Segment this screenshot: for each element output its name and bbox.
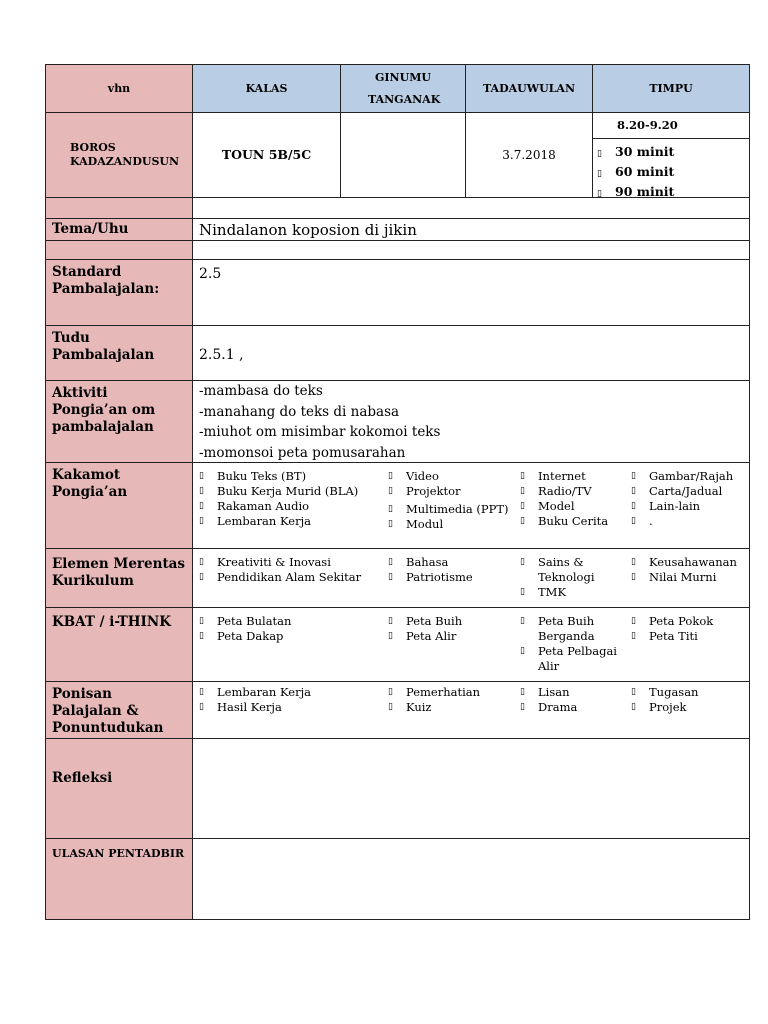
- option-label: .: [649, 514, 653, 528]
- checkbox-icon: ▯: [388, 486, 393, 496]
- checkbox-icon: ▯: [388, 616, 393, 626]
- option-label: Pemerhatian: [406, 685, 481, 699]
- option-label: Kreativiti & Inovasi: [217, 555, 331, 569]
- time-range-value: 8.20-9.20: [617, 118, 678, 132]
- kbat-option[interactable]: [631, 614, 747, 629]
- date-cell: [466, 113, 593, 198]
- checkbox-icon: ▯: [388, 631, 393, 641]
- option-label: Lain-lain: [649, 499, 701, 513]
- subject-cell: [46, 113, 193, 198]
- kbat-option[interactable]: [520, 614, 620, 644]
- duration-label: 30 minit: [615, 144, 675, 159]
- checkbox-icon: ▯: [631, 486, 636, 496]
- checkbox-icon: ▯: [631, 616, 636, 626]
- kbat-option[interactable]: [199, 614, 379, 629]
- aktiviti-line: -miuhot om misimbar kokomoi teks: [199, 424, 441, 440]
- aktiviti-label: [46, 381, 193, 463]
- option-label: Peta Titi: [649, 629, 698, 643]
- checkbox-icon: ▯: [199, 687, 204, 697]
- aktiviti-line: -momonsoi peta pomusarahan: [199, 444, 406, 461]
- checkbox-icon: ▯: [388, 519, 393, 529]
- kalas-cell: [193, 113, 341, 198]
- checkbox-icon: ▯: [597, 169, 602, 179]
- kbat-option[interactable]: [388, 614, 518, 629]
- checkbox-icon: ▯: [520, 687, 525, 697]
- option-label: Lembaran Kerja: [217, 514, 311, 528]
- kakamot-option[interactable]: [199, 514, 379, 529]
- kbat-option[interactable]: [631, 629, 747, 644]
- kbat-option[interactable]: [199, 629, 379, 644]
- aktiviti-value-cell: [193, 381, 749, 463]
- kakamot-option[interactable]: [388, 469, 518, 484]
- ponisan-col-4: [631, 685, 747, 715]
- ponisan-option[interactable]: [199, 685, 379, 700]
- kakamot-options-cell: [193, 463, 749, 549]
- kakamot-option[interactable]: [520, 469, 630, 484]
- checkbox-icon: ▯: [199, 616, 204, 626]
- ulasan-label-text: ULASAN PENTADBIR: [52, 847, 185, 860]
- refleksi-value-cell[interactable]: [193, 739, 749, 839]
- checkbox-icon: ▯: [520, 616, 525, 626]
- ponisan-col-2: [388, 685, 518, 715]
- time-range-cell: [593, 113, 749, 139]
- tema-label-text: Tema/Uhu: [52, 221, 129, 237]
- checkbox-icon: ▯: [631, 572, 636, 582]
- elemen-option[interactable]: [520, 555, 620, 585]
- checkbox-icon: ▯: [199, 572, 204, 582]
- option-label: Peta Alir: [406, 629, 457, 643]
- option-label: Model: [538, 499, 575, 513]
- option-label: Bahasa: [406, 555, 449, 569]
- kakamot-option[interactable]: [199, 469, 379, 484]
- checkbox-icon: ▯: [388, 687, 393, 697]
- ponisan-col-1: [199, 685, 379, 715]
- option-label: Drama: [538, 700, 578, 714]
- option-label: Rakaman Audio: [217, 499, 310, 513]
- spacer-left-2: [46, 241, 193, 260]
- ponisan-option[interactable]: [631, 700, 747, 715]
- ponisan-option[interactable]: [631, 685, 747, 700]
- checkbox-icon: ▯: [597, 149, 602, 159]
- checkbox-icon: ▯: [199, 486, 204, 496]
- header-tadauwulan-text: TADAUWULAN: [482, 81, 576, 95]
- checkbox-icon: ▯: [520, 557, 525, 567]
- header-timpu: [593, 65, 749, 113]
- checkbox-icon: ▯: [631, 471, 636, 481]
- option-label: Video: [406, 469, 439, 483]
- kakamot-col-2: [388, 469, 518, 532]
- kakamot-option[interactable]: [631, 469, 747, 484]
- ginumu-cell: [341, 113, 466, 198]
- header-vhn: [46, 65, 193, 113]
- header-ginumu: [341, 65, 466, 113]
- elemen-option[interactable]: [388, 555, 518, 570]
- tudu-label: [46, 326, 193, 381]
- option-label: Carta/Jadual: [649, 484, 723, 498]
- ponisan-label-text: Ponisan Palajalan & Ponuntudukan: [52, 686, 164, 736]
- tema-label: [46, 219, 193, 241]
- option-label: Peta Buih: [406, 614, 463, 628]
- spacer-right-1: [193, 198, 749, 219]
- elemen-option[interactable]: [520, 585, 620, 600]
- option-label: Buku Kerja Murid (BLA): [217, 484, 359, 498]
- checkbox-icon: ▯: [631, 631, 636, 641]
- elemen-option[interactable]: [388, 570, 518, 585]
- ulasan-label: [46, 839, 193, 919]
- duration-60[interactable]: [597, 163, 749, 183]
- elemen-col-3: [520, 555, 620, 600]
- option-label: Internet: [538, 469, 586, 483]
- checkbox-icon: ▯: [199, 557, 204, 567]
- option-label: Gambar/Rajah: [649, 469, 734, 483]
- checkbox-icon: ▯: [520, 486, 525, 496]
- kakamot-option[interactable]: [388, 502, 518, 517]
- checkbox-icon: ▯: [520, 501, 525, 511]
- elemen-col-1: [199, 555, 384, 585]
- kakamot-option[interactable]: [520, 499, 630, 514]
- kakamot-option[interactable]: [631, 484, 747, 499]
- option-label: Nilai Murni: [649, 570, 717, 584]
- kbat-label-text: KBAT / i-THINK: [52, 614, 171, 630]
- kalas-value: TOUN 5B/5C: [221, 147, 312, 162]
- kakamot-option[interactable]: [520, 484, 630, 499]
- duration-cell: [593, 139, 749, 198]
- checkbox-icon: ▯: [631, 702, 636, 712]
- aktiviti-line: -mambasa do teks: [199, 383, 323, 399]
- tema-value-cell: [193, 219, 749, 241]
- aktiviti-label-text: Aktiviti Pongia’an om pambalajalan: [52, 385, 156, 435]
- option-label: Lisan: [538, 685, 570, 699]
- elemen-col-4: [631, 555, 747, 585]
- option-label: Kuiz: [406, 700, 432, 714]
- date-value: 3.7.2018: [502, 148, 556, 162]
- tudu-value-cell: [193, 326, 749, 381]
- kakamot-option[interactable]: [199, 484, 379, 499]
- elemen-label: [46, 549, 193, 608]
- elemen-option[interactable]: [631, 555, 747, 570]
- option-label: Sains & Teknologi: [538, 555, 595, 584]
- checkbox-icon: ▯: [520, 587, 525, 597]
- checkbox-icon: ▯: [199, 471, 204, 481]
- kakamot-col-4: [631, 469, 747, 529]
- kakamot-label-text: Kakamot Pongia’an: [52, 467, 128, 500]
- kakamot-label: [46, 463, 193, 549]
- elemen-option[interactable]: [199, 555, 384, 570]
- lesson-plan-table: [45, 64, 750, 920]
- option-label: Peta Buih Berganda: [538, 614, 595, 643]
- checkbox-icon: ▯: [388, 471, 393, 481]
- kakamot-option[interactable]: [199, 499, 379, 514]
- kbat-col-4: [631, 614, 747, 644]
- checkbox-icon: ▯: [199, 501, 204, 511]
- refleksi-label: [46, 739, 193, 839]
- ponisan-option[interactable]: [199, 700, 379, 715]
- checkbox-icon: ▯: [520, 471, 525, 481]
- kakamot-col-1: [199, 469, 379, 529]
- elemen-option[interactable]: [199, 570, 384, 585]
- ponisan-option[interactable]: [520, 700, 620, 715]
- checkbox-icon: ▯: [199, 702, 204, 712]
- checkbox-icon: ▯: [520, 702, 525, 712]
- kakamot-option[interactable]: [520, 514, 630, 529]
- duration-label: 90 minit: [615, 184, 675, 199]
- option-label: Multimedia (PPT): [406, 502, 509, 516]
- duration-30[interactable]: [597, 143, 749, 163]
- option-label: Projek: [649, 700, 687, 714]
- option-label: Hasil Kerja: [217, 700, 282, 714]
- option-label: Peta Bulatan: [217, 614, 292, 628]
- ulasan-value-cell[interactable]: [193, 839, 749, 919]
- standard-value-cell: [193, 260, 749, 326]
- checkbox-icon: ▯: [597, 189, 602, 199]
- elemen-options-cell: [193, 549, 749, 608]
- header-tadauwulan: [466, 65, 593, 113]
- subject-text: BOROS KADAZANDUSUN: [70, 141, 180, 168]
- kakamot-option[interactable]: [388, 484, 518, 499]
- checkbox-icon: ▯: [631, 687, 636, 697]
- option-label: Peta Pokok: [649, 614, 714, 628]
- spacer-right-2: [193, 241, 749, 260]
- tema-value: Nindalanon koposion di jikin: [199, 221, 417, 239]
- checkbox-icon: ▯: [388, 504, 393, 514]
- standard-label-text: Standard Pambalajalan:: [52, 264, 160, 297]
- ponisan-options-cell: [193, 682, 749, 739]
- checkbox-icon: ▯: [199, 631, 204, 641]
- elemen-option[interactable]: [631, 570, 747, 585]
- option-label: Buku Teks (BT): [217, 469, 307, 483]
- header-vhn-text: vhn: [107, 81, 131, 95]
- kbat-col-3: [520, 614, 620, 674]
- kbat-option[interactable]: [388, 629, 518, 644]
- checkbox-icon: ▯: [631, 501, 636, 511]
- kakamot-option[interactable]: [631, 499, 747, 514]
- spacer-left-1: [46, 198, 193, 219]
- tudu-value: 2.5.1 ,: [199, 347, 244, 363]
- option-label: TMK: [538, 585, 567, 599]
- option-label: Radio/TV: [538, 484, 592, 498]
- aktiviti-line: -manahang do teks di nabasa: [199, 403, 400, 420]
- option-label: Buku Cerita: [538, 514, 609, 528]
- option-label: Peta Dakap: [217, 629, 284, 643]
- option-label: Pendidikan Alam Sekitar: [217, 570, 362, 584]
- kbat-options-cell: [193, 608, 749, 682]
- checkbox-icon: ▯: [388, 572, 393, 582]
- header-ginumu-text: GINUMU TANGANAK: [368, 70, 441, 106]
- kakamot-option[interactable]: [388, 517, 518, 532]
- checkbox-icon: ▯: [631, 557, 636, 567]
- refleksi-label-text: Refleksi: [52, 770, 113, 786]
- option-label: Patriotisme: [406, 570, 473, 584]
- checkbox-icon: ▯: [388, 557, 393, 567]
- ponisan-label: [46, 682, 193, 739]
- option-label: Modul: [406, 517, 444, 531]
- ponisan-option[interactable]: [388, 700, 518, 715]
- checkbox-icon: ▯: [520, 516, 525, 526]
- kbat-option[interactable]: [520, 644, 620, 674]
- option-label: Peta Pelbagai Alir: [538, 644, 617, 673]
- duration-label: 60 minit: [615, 164, 675, 179]
- header-timpu-text: TIMPU: [649, 81, 693, 95]
- checkbox-icon: ▯: [199, 516, 204, 526]
- kakamot-col-3: [520, 469, 630, 529]
- ponisan-option[interactable]: [520, 685, 620, 700]
- checkbox-icon: ▯: [388, 702, 393, 712]
- header-kalas-text: KALAS: [245, 81, 288, 95]
- kakamot-option[interactable]: [631, 514, 747, 529]
- elemen-label-text: Elemen Merentas Kurikulum: [52, 556, 186, 589]
- option-label: Projektor: [406, 484, 461, 498]
- checkbox-icon: ▯: [631, 516, 636, 526]
- kbat-col-1: [199, 614, 379, 644]
- tudu-label-text: Tudu Pambalajalan: [52, 330, 155, 363]
- option-label: Tugasan: [649, 685, 699, 699]
- kbat-label: [46, 608, 193, 682]
- standard-label: [46, 260, 193, 326]
- ponisan-col-3: [520, 685, 620, 715]
- elemen-col-2: [388, 555, 518, 585]
- kbat-col-2: [388, 614, 518, 644]
- checkbox-icon: ▯: [520, 646, 525, 656]
- header-kalas: [193, 65, 341, 113]
- option-label: Lembaran Kerja: [217, 685, 311, 699]
- standard-value: 2.5: [199, 266, 222, 282]
- ponisan-option[interactable]: [388, 685, 518, 700]
- option-label: Keusahawanan: [649, 555, 737, 569]
